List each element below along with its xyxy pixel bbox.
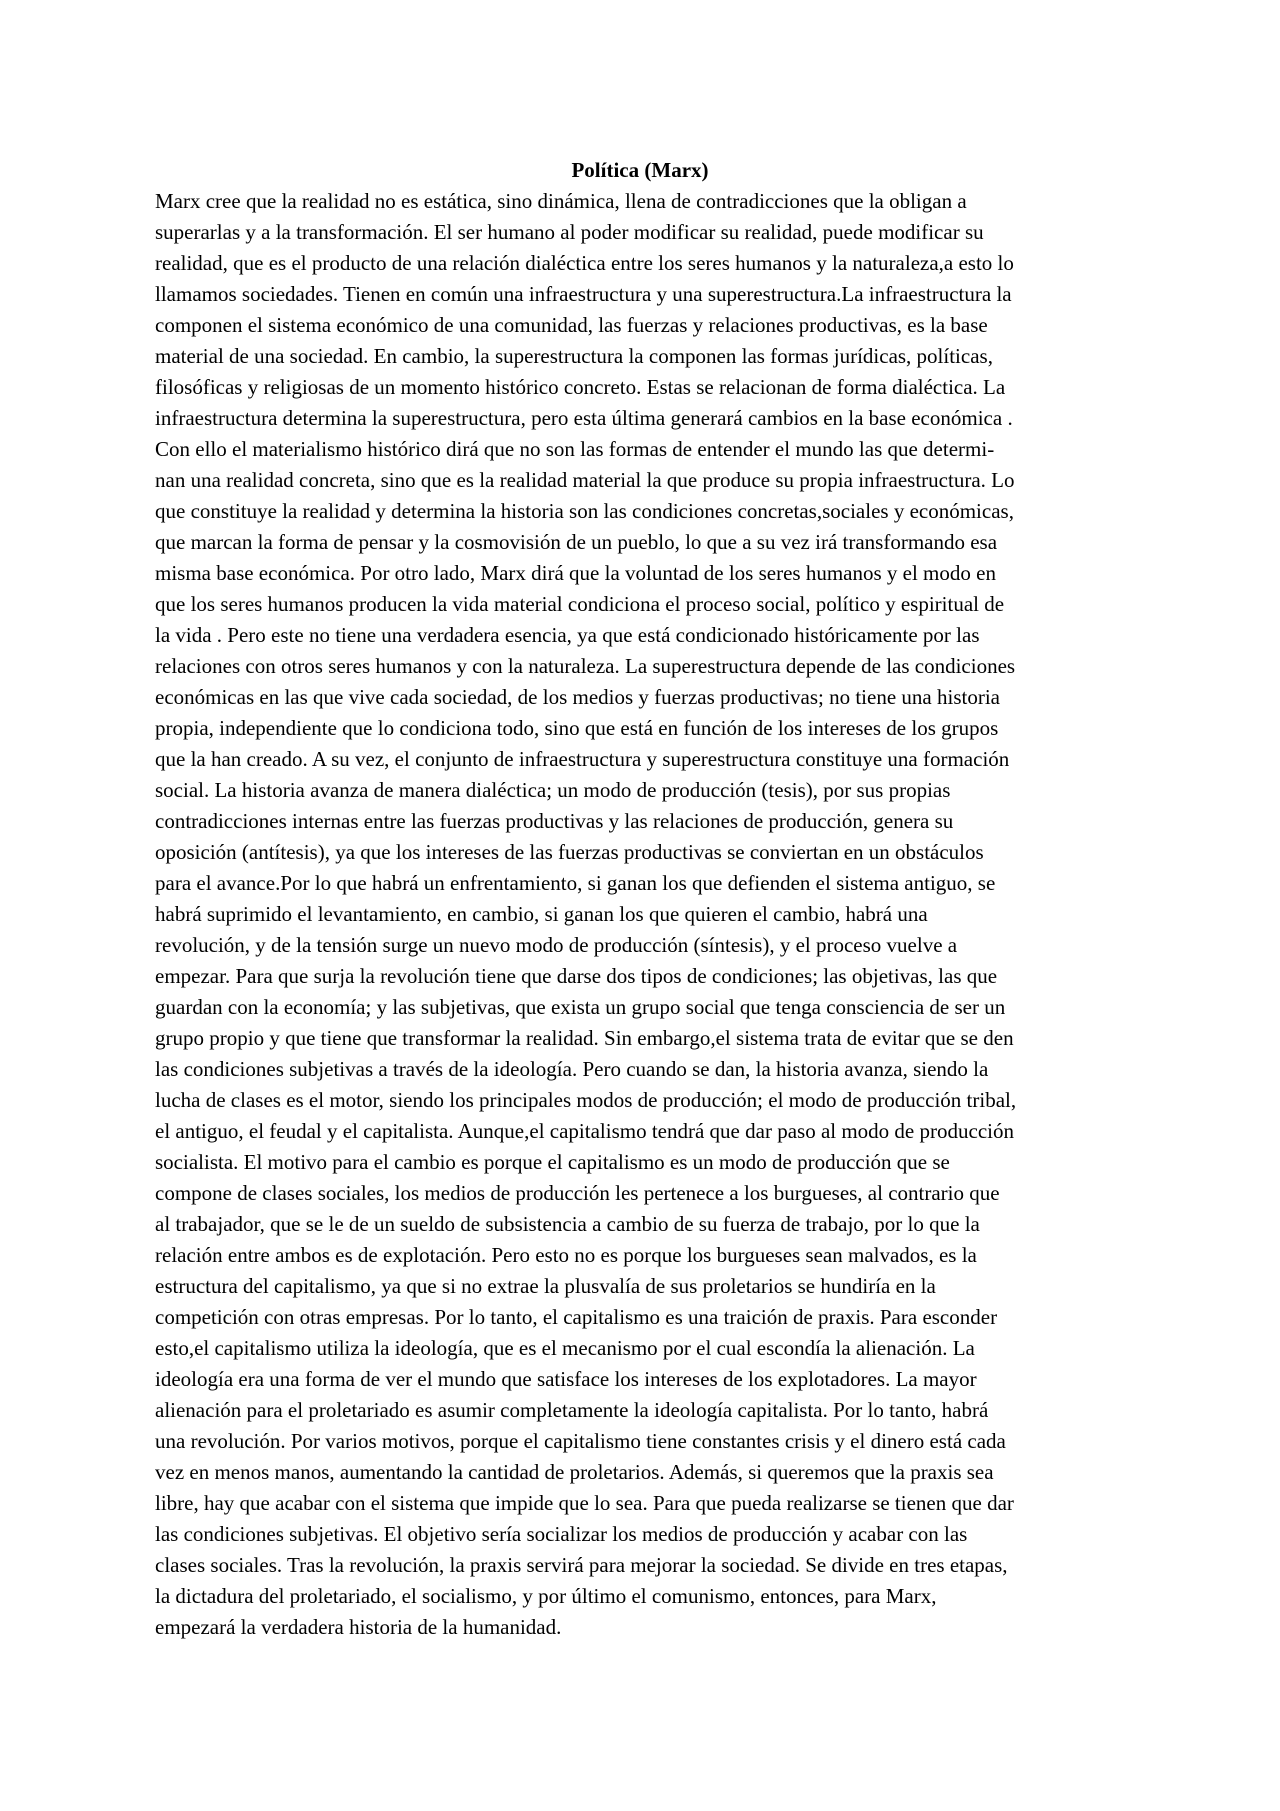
body-line: una revolución. Por varios motivos, porque el capitalismo tiene constantes crisis y el dinero está cada bbox=[155, 1429, 1006, 1453]
body-line: nan una realidad concreta, sino que es la realidad material la que produce su propia infraestructura. Lo bbox=[155, 468, 1015, 492]
body-line: empezar. Para que surja la revolución tiene que darse dos tipos de condiciones; las objetivas, las que bbox=[155, 964, 998, 988]
body-line: que la han creado. A su vez, el conjunto de infraestructura y superestructura constituye una formación bbox=[155, 747, 1010, 771]
body-line: relación entre ambos es de explotación. Pero esto no es porque los burgueses sean malvados, es la bbox=[155, 1243, 977, 1267]
body-line: relaciones con otros seres humanos y con la naturaleza. La superestructura depende de las condiciones bbox=[155, 654, 1016, 678]
body-line: oposición (antítesis), ya que los intereses de las fuerzas productivas se conviertan en un obstáculos bbox=[155, 840, 984, 864]
body-line: las condiciones subjetivas a través de la ideología. Pero cuando se dan, la historia avanza, siendo la bbox=[155, 1057, 989, 1081]
body-line: al trabajador, que se le de un sueldo de subsistencia a cambio de su fuerza de trabajo, por lo que la bbox=[155, 1212, 980, 1236]
body-line: Marx cree que la realidad no es estática, sino dinámica, llena de contradicciones que la obligan a bbox=[155, 189, 967, 213]
body-line: superarlas y a la transformación. El ser humano al poder modificar su realidad, puede modificar su bbox=[155, 220, 984, 244]
body-line: esto,el capitalismo utiliza la ideología, que es el mecanismo por el cual escondía la alienación. La bbox=[155, 1336, 975, 1360]
body-line: guardan con la economía; y las subjetivas, que exista un grupo social que tenga consciencia de ser un bbox=[155, 995, 1006, 1019]
body-line: la dictadura del proletariado, el socialismo, y por último el comunismo, entonces, para Marx, bbox=[155, 1584, 937, 1608]
body-line: propia, independiente que lo condiciona todo, sino que está en función de los intereses de los grupos bbox=[155, 716, 999, 740]
body-line: filosóficas y religiosas de un momento histórico concreto. Estas se relacionan de forma dialéctica. La bbox=[155, 375, 1006, 399]
body-line: la vida . Pero este no tiene una verdadera esencia, ya que está condicionado históricamente por las bbox=[155, 623, 980, 647]
body-line: social. La historia avanza de manera dialéctica; un modo de producción (tesis), por sus propias bbox=[155, 778, 951, 802]
body-line: que marcan la forma de pensar y la cosmovisión de un pueblo, lo que a su vez irá transformando esa bbox=[155, 530, 998, 554]
body-line: revolución, y de la tensión surge un nuevo modo de producción (síntesis), y el proceso vuelve a bbox=[155, 933, 958, 957]
body-line: realidad, que es el producto de una relación dialéctica entre los seres humanos y la naturaleza,a esto lo bbox=[155, 251, 1014, 275]
body-line: infraestructura determina la superestructura, pero esta última generará cambios en la base económica . bbox=[155, 406, 1013, 430]
body-line: competición con otras empresas. Por lo tanto, el capitalismo es una traición de praxis. Para esconder bbox=[155, 1305, 998, 1329]
body-line: las condiciones subjetivas. El objetivo sería socializar los medios de producción y acabar con las bbox=[155, 1522, 968, 1546]
body-line: misma base económica. Por otro lado, Marx dirá que la voluntad de los seres humanos y el modo en bbox=[155, 561, 996, 585]
body-line: alienación para el proletariado es asumir completamente la ideología capitalista. Por lo tanto, habrá bbox=[155, 1398, 989, 1422]
body-line: componen el sistema económico de una comunidad, las fuerzas y relaciones productivas, es la base bbox=[155, 313, 988, 337]
body-line: Con ello el materialismo histórico dirá que no son las formas de entender el mundo las que determi- bbox=[155, 437, 995, 461]
body-line: estructura del capitalismo, ya que si no extrae la plusvalía de sus proletarios se hundiría en la bbox=[155, 1274, 936, 1298]
body-line: habrá suprimido el levantamiento, en cambio, si ganan los que quieren el cambio, habrá una bbox=[155, 902, 928, 926]
body-line: empezará la verdadera historia de la humanidad. bbox=[155, 1615, 562, 1639]
body-line: compone de clases sociales, los medios de producción les pertenece a los burgueses, al contrario que bbox=[155, 1181, 1000, 1205]
body-line: vez en menos manos, aumentando la cantidad de proletarios. Además, si queremos que la praxis sea bbox=[155, 1460, 994, 1484]
document-body bbox=[155, 186, 1145, 1643]
body-line: grupo propio y que tiene que transformar la realidad. Sin embargo,el sistema trata de evitar que se den bbox=[155, 1026, 1014, 1050]
body-line: clases sociales. Tras la revolución, la praxis servirá para mejorar la sociedad. Se divide en tres etapas, bbox=[155, 1553, 1008, 1577]
body-line: ideología era una forma de ver el mundo que satisface los intereses de los explotadores. La mayor bbox=[155, 1367, 977, 1391]
body-line: el antiguo, el feudal y el capitalista. Aunque,el capitalismo tendrá que dar paso al modo de producción bbox=[155, 1119, 1014, 1143]
body-line: que los seres humanos producen la vida material condiciona el proceso social, político y espiritual de bbox=[155, 592, 1005, 616]
body-line: socialista. El motivo para el cambio es porque el capitalismo es un modo de producción que se bbox=[155, 1150, 950, 1174]
body-line: material de una sociedad. En cambio, la superestructura la componen las formas jurídicas, políticas, bbox=[155, 344, 993, 368]
body-line: contradicciones internas entre las fuerzas productivas y las relaciones de producción, genera su bbox=[155, 809, 954, 833]
body-line: libre, hay que acabar con el sistema que impide que lo sea. Para que pueda realizarse se tienen que dar bbox=[155, 1491, 1014, 1515]
body-line: llamamos sociedades. Tienen en común una infraestructura y una superestructura.La infraestructura la bbox=[155, 282, 1012, 306]
document-title: Política (Marx) bbox=[571, 158, 709, 182]
body-line: para el avance.Por lo que habrá un enfrentamiento, si ganan los que defienden el sistema antiguo, se bbox=[155, 871, 996, 895]
body-line: que constituye la realidad y determina la historia son las condiciones concretas,sociales y económicas, bbox=[155, 499, 1014, 523]
body-line: económicas en las que vive cada sociedad, de los medios y fuerzas productivas; no tiene una historia bbox=[155, 685, 1000, 709]
body-line: lucha de clases es el motor, siendo los principales modos de producción; el modo de producción tribal, bbox=[155, 1088, 1017, 1112]
